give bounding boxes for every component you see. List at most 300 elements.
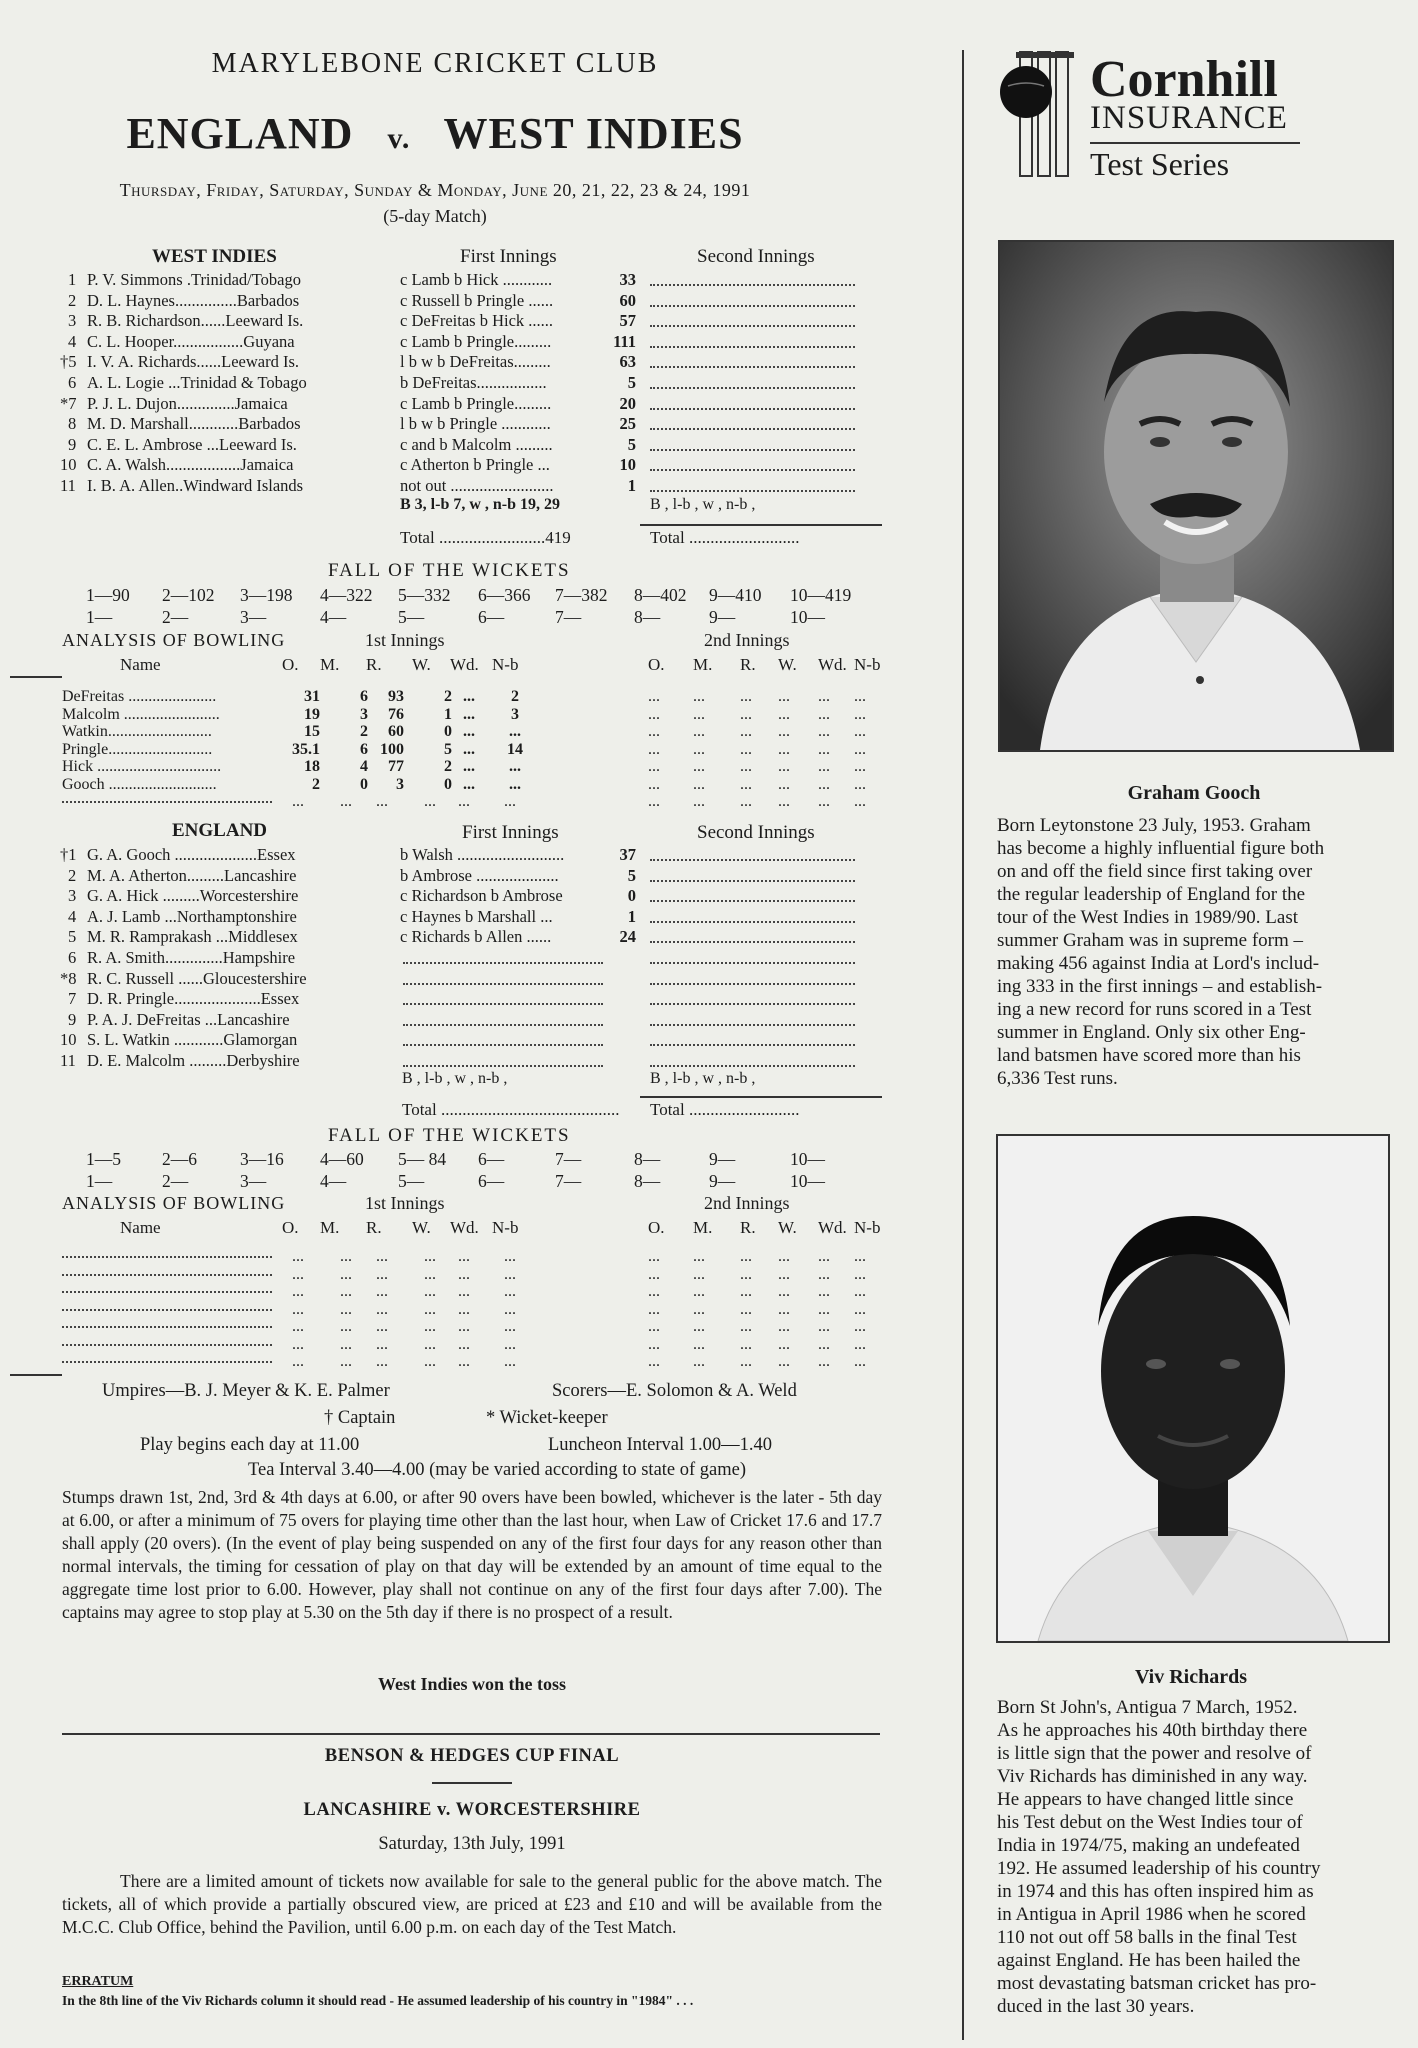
eng-fow-entry: 2— (162, 1171, 189, 1191)
wi-bowling-heading: ANALYSIS OF BOWLING (62, 630, 286, 650)
bowling-figure: 3 (360, 705, 368, 723)
blank-cell: ... (693, 1335, 705, 1353)
eng-fow-entry: 2—6 (162, 1149, 197, 1169)
bowling-figure: 0 (444, 723, 452, 740)
blank-cell: ... (648, 1318, 660, 1335)
blank-cell: ... (854, 1248, 866, 1265)
blank-cell: ... (818, 758, 830, 775)
blank-cell: ... (504, 1318, 516, 1335)
umpires: Umpires—B. J. Meyer & K. E. Palmer (102, 1381, 390, 1401)
blank-cell: ... (818, 1300, 830, 1318)
eng-fow-entry: 3—16 (240, 1149, 284, 1169)
blank-cell: ... (292, 793, 304, 810)
blank-cell: ... (693, 1248, 705, 1265)
batting-number: 2 (68, 865, 77, 885)
blank-cell: ... (693, 793, 705, 810)
eng-first-innings-label: First Innings (462, 822, 559, 843)
sponsor-line2: INSURANCE (1090, 100, 1288, 136)
gooch-photo (998, 240, 1394, 752)
blank-cell: ... (340, 1318, 352, 1335)
first-innings-blank (403, 962, 603, 964)
bowling-figure: 60 (388, 723, 404, 740)
eng-fow-entry: 8— (634, 1149, 661, 1169)
blank-cell: ... (648, 793, 660, 810)
bowler-name-blank (62, 1361, 272, 1363)
eng-fow-entry: 4—60 (320, 1149, 364, 1169)
dismissal: c Lamb b Pringle......... (400, 331, 552, 351)
wi-batsman-row (0, 332, 900, 353)
batsman-name: A. J. Lamb ...Northamptonshire (87, 906, 297, 926)
second-innings-blank (650, 880, 855, 882)
batsman-name: M. D. Marshall............Barbados (87, 414, 301, 434)
wi-bowler-row (0, 723, 900, 740)
bowling-figure: 0 (360, 775, 368, 793)
batting-number: 9 (68, 1009, 77, 1029)
eng-batsman-row (0, 886, 900, 907)
second-innings-blank (650, 490, 855, 492)
wi-fow-entry: 9— (709, 607, 736, 627)
blank-cell: ... (376, 1318, 388, 1335)
eng-bowling-1st-label: 1st Innings (365, 1193, 445, 1213)
wi-batsman-row (0, 352, 900, 373)
wi-fow-entry: 10— (790, 607, 825, 627)
blank-cell: ... (740, 1265, 752, 1283)
match-type: (5-day Match) (383, 206, 487, 226)
richards-photo (996, 1134, 1390, 1643)
blank-cell: ... (818, 688, 830, 705)
blank-cell: ... (648, 1300, 660, 1318)
bowling-figure: 3 (396, 775, 404, 793)
blank-cell: ... (376, 1265, 388, 1283)
runs: 33 (619, 270, 636, 289)
wi-batsman-row (0, 270, 900, 291)
blank-cell: ... (854, 1283, 866, 1300)
blank-cell: ... (778, 1335, 790, 1353)
wi-total-rule (640, 524, 882, 526)
batting-number: 3 (68, 886, 77, 906)
keeper-key: * Wicket-keeper (486, 1408, 608, 1428)
dismissal: c DeFreitas b Hick ...... (400, 311, 554, 331)
eng-fow-entry: 10— (790, 1149, 825, 1169)
runs: 20 (619, 393, 636, 413)
blank-cell: ... (854, 1318, 866, 1335)
bowling-figure: 2 (360, 723, 368, 740)
bowler-name-blank (62, 1309, 272, 1311)
batsman-name: P. V. Simmons .Trinidad/Tobago (87, 270, 302, 289)
eng-extras-first: B , l-b , w , n-b , (402, 1070, 508, 1087)
eng-fow-second (0, 1171, 900, 1193)
bowling-col-header: M. (320, 655, 340, 674)
wi-bowler-row (0, 776, 900, 793)
dismissal: b Ambrose .................... (400, 865, 559, 885)
bio-line: As he approaches his 40th birthday there (997, 1720, 1308, 1741)
wi-fow-entry: 4— (320, 607, 347, 627)
cornhill-logo (998, 50, 1318, 180)
blank-cell: ... (693, 1265, 705, 1283)
second-innings-blank (650, 325, 855, 327)
eng-batsman-row (0, 989, 900, 1010)
bowling-figure: 2 (312, 775, 320, 793)
bowling-figure: 6 (360, 740, 368, 758)
wi-fow-entry: 6—366 (478, 585, 531, 605)
bowler-name: Gooch ........................... (62, 775, 217, 793)
bowler-name: Watkin.......................... (62, 723, 212, 740)
runs: 60 (619, 290, 636, 310)
batsman-name: C. A. Walsh..................Jamaica (87, 455, 294, 475)
runs: 5 (627, 434, 636, 454)
eng-bowler-row (0, 1283, 900, 1300)
second-innings-blank (650, 859, 855, 861)
bowling-col-header: O. (282, 1218, 299, 1237)
blank-cell: ... (648, 1283, 660, 1300)
bowling-col-header: Name (120, 655, 161, 674)
team2-name: WEST INDIES (443, 109, 744, 158)
blank-cell: ... (818, 723, 830, 740)
blank-cell: ... (818, 1283, 830, 1300)
wi-fow-entry: 5—332 (398, 585, 451, 605)
bowling-col-header: R. (740, 655, 756, 674)
bowling-figure: ... (463, 723, 475, 740)
wi-extras-first: B 3, l-b 7, w , n-b 19, 29 (400, 496, 561, 513)
blank-cell: ... (376, 1335, 388, 1353)
bio-line: summer in England. Only six other Eng- (997, 1022, 1306, 1043)
dismissal: not out ......................... (400, 476, 554, 495)
blank-cell: ... (818, 1353, 830, 1370)
batting-number: 9 (68, 434, 77, 454)
second-innings-blank (650, 284, 855, 286)
second-innings-blank (650, 408, 855, 410)
bio-line: making 456 against India at Lord's includ- (997, 953, 1320, 974)
second-innings-blank (650, 1003, 855, 1005)
wi-batsman-row (0, 291, 900, 312)
club-name: MARYLEBONE CRICKET CLUB (211, 48, 659, 79)
batting-number: 6 (68, 948, 77, 967)
sponsor-line3: Test Series (1090, 146, 1230, 182)
blank-cell: ... (740, 1300, 752, 1318)
batting-number: 2 (68, 290, 77, 310)
blank-cell: ... (818, 740, 830, 758)
bio-line: He appears to have changed little since (997, 1789, 1294, 1810)
blank-cell: ... (504, 1300, 516, 1318)
blank-cell: ... (693, 723, 705, 740)
blank-cell: ... (818, 705, 830, 723)
match-title (60, 108, 810, 159)
second-innings-blank (650, 1044, 855, 1046)
bowling-figure: 77 (388, 758, 404, 775)
wi-fow-heading: FALL OF THE WICKETS (328, 560, 571, 581)
second-innings-blank (650, 983, 855, 985)
second-innings-blank (650, 469, 855, 471)
bowling-col-header: W. (412, 1218, 431, 1237)
blank-cell: ... (854, 688, 866, 705)
blank-cell: ... (458, 1283, 470, 1300)
eng-fow-first (0, 1149, 900, 1171)
batting-number: 10 (60, 1030, 77, 1050)
blank-cell: ... (693, 1300, 705, 1318)
blank-cell: ... (693, 1318, 705, 1335)
bowling-figure: 2 (444, 688, 452, 705)
bowling-col-header: Name (120, 1218, 161, 1237)
blank-cell: ... (458, 1248, 470, 1265)
column-divider (962, 50, 964, 2040)
eng-batsman-row (0, 907, 900, 928)
blank-cell: ... (740, 758, 752, 775)
eng-fow-entry: 6— (478, 1171, 505, 1191)
blank-cell: ... (693, 705, 705, 723)
blank-cell: ... (424, 1335, 436, 1353)
blank-cell: ... (648, 775, 660, 793)
eng-batsman-row (0, 845, 900, 866)
blank-cell: ... (693, 688, 705, 705)
runs: 57 (619, 311, 636, 331)
bio-line: in 1974 and this has often inspired him as (997, 1881, 1314, 1902)
blank-cell: ... (778, 705, 790, 723)
blank-cell: ... (648, 758, 660, 775)
eng-batsman-row (0, 1030, 900, 1051)
versus: v. (387, 122, 411, 155)
dismissal: l b w b Pringle ............ (400, 414, 551, 434)
dismissal: c and b Malcolm ......... (400, 434, 553, 454)
bowling-col-header: Wd. (818, 655, 847, 674)
blank-cell: ... (854, 723, 866, 740)
eng-bowling-table (0, 1248, 900, 1368)
bowler-name: DeFreitas ...................... (62, 688, 217, 705)
bowler-name-blank (62, 801, 272, 803)
blank-cell: ... (740, 1335, 752, 1353)
eng-batting-card (0, 845, 900, 1085)
blank-cell: ... (778, 688, 790, 705)
blank-cell: ... (778, 793, 790, 810)
eng-bowler-row (0, 1248, 900, 1265)
blank-cell: ... (424, 1353, 436, 1370)
wi-fow-entry: 5— (398, 607, 425, 627)
bio-line: ing 333 in the first innings – and establish- (997, 976, 1323, 997)
eng-bowling-columns (0, 1218, 900, 1240)
batsman-name: D. L. Haynes...............Barbados (87, 290, 300, 310)
eng-bowler-row (0, 1301, 900, 1318)
dismissal: c Russell b Pringle ...... (400, 290, 554, 310)
wi-fow-entry: 7—382 (555, 585, 608, 605)
blank-cell: ... (424, 1248, 436, 1265)
blank-cell: ... (424, 793, 436, 810)
blank-cell: ... (740, 688, 752, 705)
second-innings-blank (650, 962, 855, 964)
cup-final-title: BENSON & HEDGES CUP FINAL (324, 1746, 620, 1766)
bowling-col-header: W. (412, 655, 431, 674)
dismissal: c Lamb b Pringle......... (400, 393, 552, 413)
batting-number: 11 (60, 1051, 76, 1070)
blank-cell: ... (648, 740, 660, 758)
bowling-figure: ... (509, 758, 521, 775)
blank-cell: ... (458, 793, 470, 810)
second-innings-blank (650, 346, 855, 348)
wi-fow-entry: 1— (86, 607, 113, 627)
blank-cell: ... (693, 740, 705, 758)
play-begins: Play begins each day at 11.00 (140, 1435, 360, 1455)
batsman-name: G. A. Hick .........Worcestershire (87, 886, 299, 906)
blank-cell: ... (778, 775, 790, 793)
blank-cell: ... (340, 1248, 352, 1265)
batsman-name: R. A. Smith..............Hampshire (87, 948, 296, 967)
bowling-figure: 3 (511, 705, 519, 723)
bio-line: Viv Richards has diminished in any way. (997, 1766, 1308, 1787)
bowling-col-header: W. (778, 1218, 797, 1237)
blank-cell: ... (854, 775, 866, 793)
bowling-figure: 14 (507, 740, 523, 758)
wi-fow-entry: 4—322 (320, 585, 373, 605)
first-innings-blank (403, 1065, 603, 1067)
bowling-figure: ... (463, 758, 475, 775)
blank-cell: ... (376, 793, 388, 810)
blank-cell: ... (424, 1318, 436, 1335)
wi-fow-entry: 1—90 (86, 585, 130, 605)
bowling-figure: 100 (380, 740, 404, 758)
eng-fow-entry: 3— (240, 1171, 267, 1191)
bowling-col-header: N-b (854, 655, 881, 674)
blank-cell: ... (818, 1248, 830, 1265)
dismissal: c Richards b Allen ...... (400, 927, 552, 947)
blank-cell: ... (854, 1265, 866, 1283)
blank-cell: ... (740, 740, 752, 758)
batting-number: 8 (68, 414, 77, 434)
wi-fow-entry: 2—102 (162, 585, 215, 605)
bowling-figure: ... (509, 723, 521, 740)
blank-cell: ... (818, 1265, 830, 1283)
eng-batsman-row (0, 1051, 900, 1072)
bowling-col-header: O. (648, 1218, 665, 1237)
bowler-name-blank (62, 1291, 272, 1293)
batting-number: 10 (60, 455, 77, 475)
wi-bowler-row (0, 688, 900, 705)
wi-bowling-table (0, 688, 900, 808)
wi-bowling-2nd-label: 2nd Innings (704, 630, 790, 650)
blank-cell: ... (504, 1335, 516, 1353)
blank-cell: ... (740, 1318, 752, 1335)
blank-cell: ... (458, 1353, 470, 1370)
runs: 5 (627, 865, 636, 885)
eng-heading: ENGLAND (172, 820, 268, 841)
bio-line: on and off the field since first taking over (997, 861, 1313, 882)
runs: 37 (619, 845, 636, 864)
dismissal: b DeFreitas................. (400, 373, 547, 392)
bowling-figure: ... (463, 688, 475, 705)
blank-cell: ... (778, 1283, 790, 1300)
bio-line: his Test debut on the West Indies tour of (997, 1812, 1303, 1833)
bowling-col-header: Wd. (450, 1218, 479, 1237)
eng-fow-entry: 1— (86, 1171, 113, 1191)
blank-cell: ... (740, 723, 752, 740)
bowler-name: Hick ............................... (62, 758, 222, 775)
blank-cell: ... (778, 1265, 790, 1283)
blank-cell: ... (458, 1300, 470, 1318)
bio-line: tour of the West Indies in 1989/90. Last (997, 907, 1299, 928)
eng-fow-entry: 7— (555, 1149, 582, 1169)
blank-cell: ... (740, 1353, 752, 1370)
dismissal: l b w b DeFreitas......... (400, 352, 551, 372)
bio-line: ing a new record for runs scored in a Test (997, 999, 1312, 1020)
bowling-col-header: R. (366, 1218, 382, 1237)
bowler-name: Malcolm ........................ (62, 705, 220, 723)
blank-cell: ... (740, 775, 752, 793)
bio-line: summer Graham was in supreme form – (997, 930, 1304, 951)
blank-cell: ... (818, 793, 830, 810)
sponsor-name: Cornhill (1090, 51, 1278, 108)
blank-cell: ... (292, 1353, 304, 1370)
second-innings-blank (650, 1065, 855, 1067)
bowling-figure: ... (463, 705, 475, 723)
eng-total-rule (640, 1096, 882, 1098)
batsman-name: S. L. Watkin ............Glamorgan (87, 1030, 298, 1050)
bio-line: 6,336 Test runs. (997, 1068, 1118, 1089)
bio-line: 192. He assumed leadership of his country (997, 1858, 1321, 1879)
wi-batsman-row (0, 394, 900, 415)
blank-cell: ... (292, 1318, 304, 1335)
richards-bio (997, 1696, 1320, 2018)
bio-line: India in 1974/75, making an undefeated (997, 1835, 1300, 1856)
blank-cell: ... (458, 1265, 470, 1283)
wi-fow-entry: 8— (634, 607, 661, 627)
batting-number: 3 (68, 311, 77, 331)
cup-title-rule (432, 1782, 512, 1784)
runs: 0 (627, 886, 636, 906)
blank-cell: ... (778, 740, 790, 758)
wi-batsman-row (0, 476, 900, 497)
bowler-name-blank (62, 1274, 272, 1276)
batsman-name: D. R. Pringle.....................Essex (87, 989, 300, 1009)
second-innings-blank (650, 305, 855, 307)
second-innings-blank (650, 941, 855, 943)
bio-line: most devastating batsman cricket has pro- (997, 1973, 1317, 1994)
wi-fow-first (0, 585, 900, 607)
bowling-col-header: N-b (492, 655, 519, 674)
dismissal: c Lamb b Hick ............ (400, 270, 553, 289)
eng-total-second: Total .......................... (650, 1100, 800, 1119)
blank-cell: ... (740, 1248, 752, 1265)
runs: 1 (627, 906, 636, 926)
wi-total-second: Total .......................... (650, 528, 800, 547)
eng-fow-entry: 10— (790, 1171, 825, 1191)
eng-bowling-heading: ANALYSIS OF BOWLING (62, 1193, 286, 1213)
second-innings-blank (650, 900, 855, 902)
left-margin-mark (10, 676, 62, 678)
eng-fow-entry: 7— (555, 1171, 582, 1191)
match-dates: Thursday, Friday, Saturday, Sunday & Monday, June 20, 21, 22, 23 & 24, 1991 (119, 180, 751, 200)
batsman-name: P. J. L. Dujon..............Jamaica (87, 393, 288, 413)
blank-cell: ... (818, 775, 830, 793)
blank-cell: ... (376, 1248, 388, 1265)
batting-number: 4 (68, 331, 77, 351)
wi-bowler-row (0, 793, 900, 810)
wi-batsman-row (0, 373, 900, 394)
blank-cell: ... (854, 758, 866, 775)
bowling-figure: 0 (444, 775, 452, 793)
tea-interval: Tea Interval 3.40—4.00 (may be varied according to state of game) (248, 1460, 747, 1480)
batting-number: 1 (68, 270, 77, 289)
bowling-col-header: N-b (854, 1218, 881, 1237)
blank-cell: ... (648, 705, 660, 723)
batting-number: †1 (60, 845, 77, 864)
erratum-text: In the 8th line of the Viv Richards column it should read - He assumed leadership of his country in "1984" . . . (62, 1993, 694, 2008)
bowling-figure: 2 (511, 688, 519, 705)
wi-fow-entry: 7— (555, 607, 582, 627)
bowling-col-header: M. (693, 1218, 713, 1237)
scorers: Scorers—E. Solomon & A. Weld (552, 1381, 797, 1401)
eng-bowler-row (0, 1318, 900, 1335)
runs: 24 (619, 927, 636, 947)
second-innings-blank (650, 449, 855, 451)
runs: 25 (619, 414, 636, 434)
eng-total-first: Total .......................................... (402, 1100, 620, 1119)
